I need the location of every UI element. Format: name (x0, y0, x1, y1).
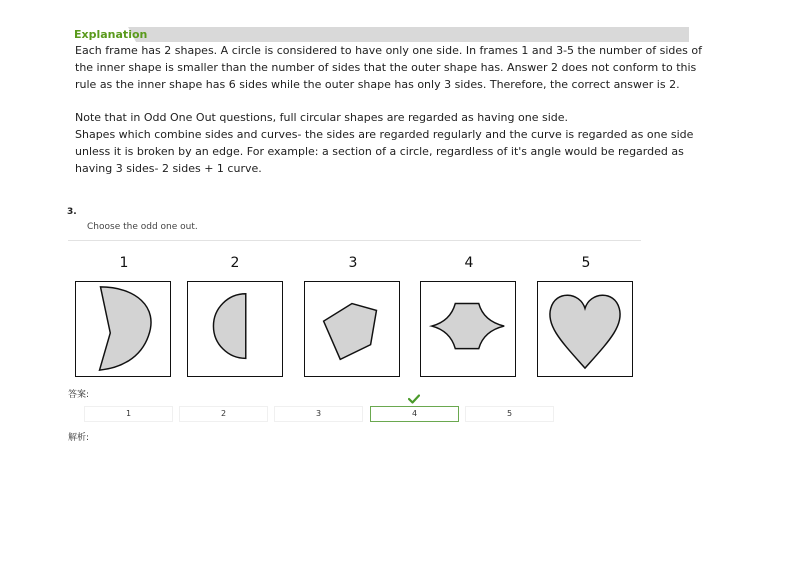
heart-shape (538, 282, 632, 376)
frame-5 (537, 281, 633, 377)
answer-option-5[interactable]: 5 (465, 406, 554, 422)
frame-1 (75, 281, 171, 377)
explanation-header (70, 27, 689, 42)
question-number: 3. (67, 207, 77, 217)
answer-option-1[interactable]: 1 (84, 406, 173, 422)
frame-3 (304, 281, 400, 377)
explanation-line: Shapes which combine sides and curves- the sides are regarded regularly and the curve is regarded as one side (75, 128, 694, 142)
answer-option-3[interactable]: 3 (274, 406, 363, 422)
half-circle-shape (188, 282, 282, 376)
frame-2 (187, 281, 283, 377)
answer-option-4[interactable]: 4 (370, 406, 459, 422)
concave-hexagon-shape (421, 282, 515, 376)
answer-option-2[interactable]: 2 (179, 406, 268, 422)
header-bar (70, 27, 689, 42)
frame-number: 3 (348, 255, 358, 271)
answer-label: 答案: (68, 390, 90, 400)
analysis-label: 解析: (68, 433, 90, 443)
pentagon-shape (305, 282, 399, 376)
crescent-shape (76, 282, 170, 376)
explanation-body (75, 43, 705, 178)
divider (68, 240, 641, 241)
question-prompt: Choose the odd one out. (87, 222, 198, 232)
frame-number: 2 (230, 255, 240, 271)
frame-number: 5 (581, 255, 591, 271)
explanation-line: having 3 sides- 2 sides + 1 curve. (75, 161, 262, 175)
explanation-title: Explanation (74, 28, 148, 41)
explanation-line: Note that in Odd One Out questions, full circular shapes are regarded as having one side. (75, 111, 569, 125)
explanation-line: rule as the inner shape has 6 sides while the outer shape has only 3 sides. Therefore, the correct answer is 2. (75, 77, 680, 91)
explanation-line: unless it is broken by an edge. For example: a section of a circle, regardless of it's angle would be regarded as (75, 144, 684, 158)
explanation-line: the inner shape is smaller than the number of sides that the outer shape has. Answer 2 does not conform to this (75, 60, 697, 74)
explanation-line: Each frame has 2 shapes. A circle is considered to have only one side. In frames 1 and 3-5 the number of sides of (75, 44, 702, 57)
frame-4 (420, 281, 516, 377)
frame-number: 4 (464, 255, 474, 271)
checkmark-icon (408, 394, 420, 404)
frame-number: 1 (119, 255, 129, 271)
frames-row (0, 255, 800, 380)
